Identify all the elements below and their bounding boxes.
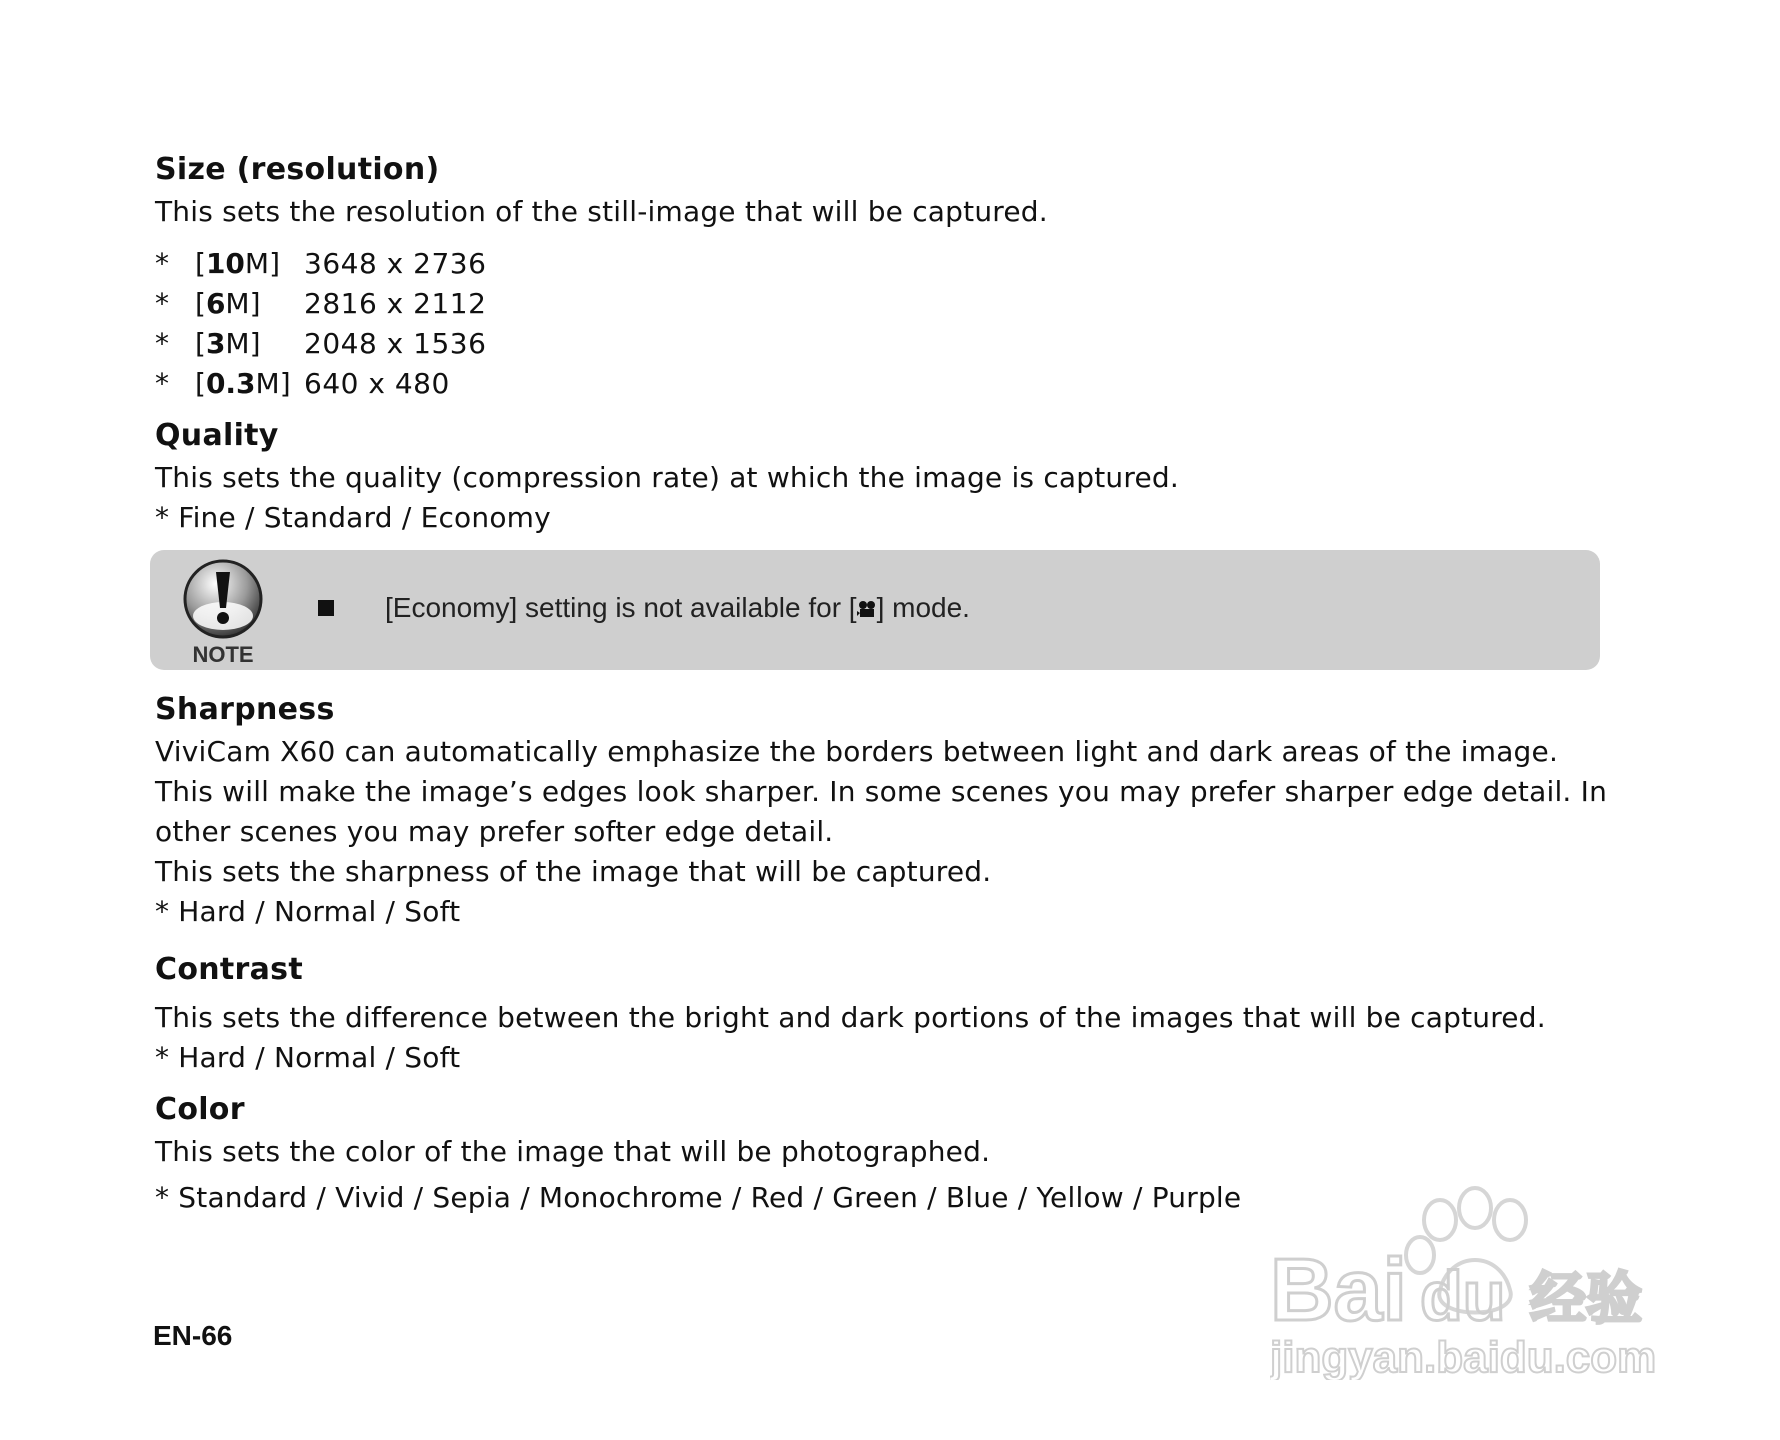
svg-text:du: du — [1420, 1257, 1506, 1335]
document-body — [155, 150, 1615, 1218]
note-text-before: [Economy] setting is not available for [ — [385, 592, 857, 623]
contrast-heading: Contrast — [155, 952, 303, 987]
size-option-megapixels: 6 — [205, 287, 226, 320]
size-option-bullet: * — [155, 247, 169, 280]
contrast-options: * Hard / Normal / Soft — [155, 1041, 461, 1074]
size-option-megapixels: 0.3 — [205, 367, 256, 400]
size-heading: Size (resolution) — [155, 152, 440, 187]
contrast-description: This sets the difference between the bright and dark portions of the images that will be captured. — [155, 1001, 1546, 1034]
sharpness-description: ViviCam X60 can automatically emphasize the borders between light and dark areas of the image. This will make the image’s edges look sharper. In some scenes you may prefer sharper edge detail. In other scenes you may prefer softer edge detail. — [155, 735, 1608, 848]
sharpness-heading: Sharpness — [155, 692, 335, 727]
size-option-row — [155, 364, 1615, 404]
quality-options: * Fine / Standard / Economy — [155, 501, 551, 534]
page-number: EN-66 — [153, 1320, 233, 1351]
baidu-watermark-logo — [1270, 1180, 1690, 1380]
size-option-resolution: 640 x 480 — [304, 367, 450, 400]
size-option-resolution: 3648 x 2736 — [304, 247, 487, 280]
size-description: This sets the resolution of the still-image that will be captured. — [155, 195, 1048, 228]
size-section — [155, 150, 1615, 404]
size-option-megapixels: 10 — [205, 247, 245, 280]
note-text — [385, 588, 970, 628]
size-option-bullet: * — [155, 287, 169, 320]
sharpness-description-2: This sets the sharpness of the image that will be captured. — [155, 855, 992, 888]
note-warning-icon — [178, 558, 268, 666]
color-heading: Color — [155, 1092, 245, 1127]
size-option-resolution: 2048 x 1536 — [304, 327, 487, 360]
size-options-list — [155, 244, 1615, 404]
quality-heading: Quality — [155, 418, 279, 453]
sharpness-options: * Hard / Normal / Soft — [155, 895, 461, 928]
svg-text:Bai: Bai — [1270, 1240, 1407, 1339]
size-option-badge: [6M] — [195, 287, 261, 320]
size-option-badge: [10M] — [195, 247, 281, 280]
size-option-megapixels: 3 — [205, 327, 226, 360]
note-text-after: ] mode. — [876, 592, 970, 623]
square-bullet-icon — [318, 600, 334, 616]
movie-mode-icon — [857, 590, 877, 610]
contrast-section — [155, 950, 1615, 1078]
color-options: * Standard / Vivid / Sepia / Monochrome / Red / Green / Blue / Yellow / Purple — [155, 1181, 1242, 1214]
size-option-bullet: * — [155, 367, 169, 400]
size-option-row — [155, 324, 1615, 364]
svg-text:jingyan.baidu.com: jingyan.baidu.com — [1270, 1333, 1657, 1380]
quality-section — [155, 416, 1615, 538]
size-option-badge: [3M] — [195, 327, 261, 360]
note-label: NOTE — [192, 642, 254, 667]
size-option-row — [155, 284, 1615, 324]
size-option-badge: [0.3M] — [195, 367, 291, 400]
color-description: This sets the color of the image that will be photographed. — [155, 1135, 991, 1168]
quality-description: This sets the quality (compression rate) at which the image is captured. — [155, 461, 1179, 494]
sharpness-section — [155, 690, 1615, 932]
svg-text:经验: 经验 — [1530, 1267, 1642, 1332]
size-option-resolution: 2816 x 2112 — [304, 287, 487, 320]
note-box — [150, 550, 1600, 670]
size-option-row — [155, 244, 1615, 284]
size-option-bullet: * — [155, 327, 169, 360]
